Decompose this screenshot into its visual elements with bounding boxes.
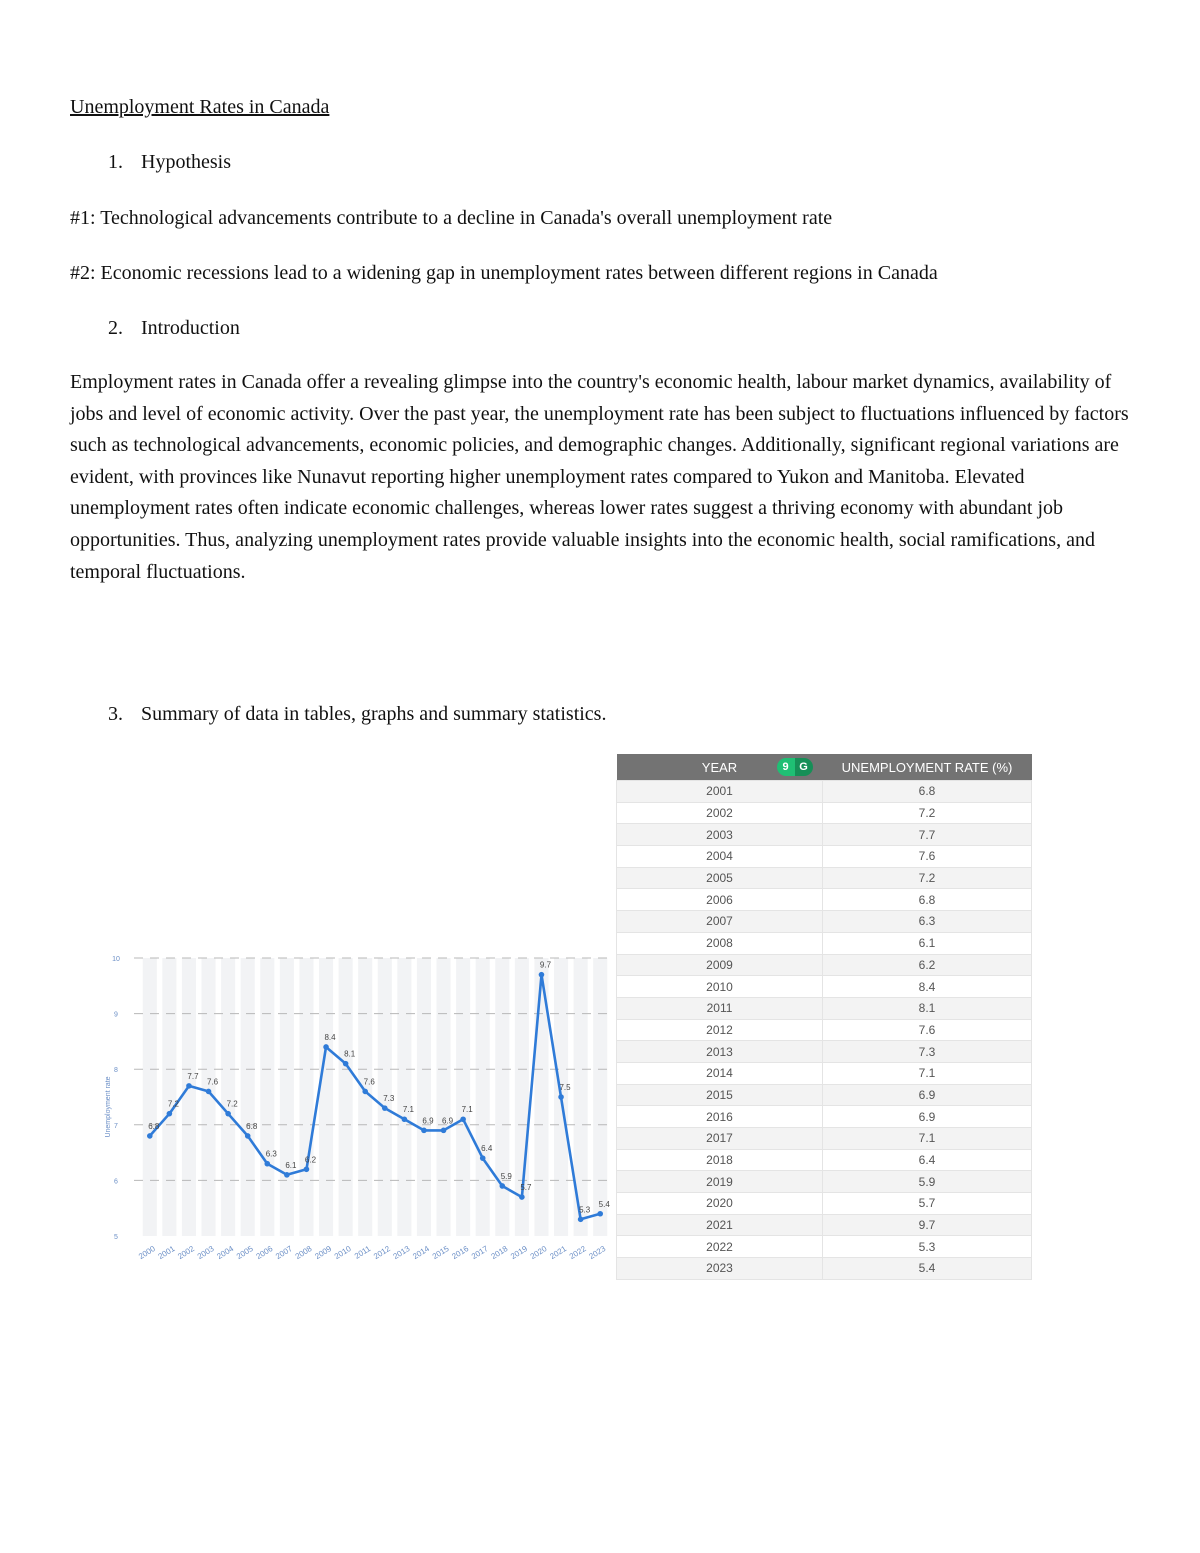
cell-rate: 6.9 [823, 1084, 1032, 1106]
chart-column-band [280, 958, 294, 1236]
chart-column-band [260, 958, 274, 1236]
data-label: 6.4 [481, 1144, 493, 1154]
chart-column-band [241, 958, 255, 1236]
data-point [421, 1128, 427, 1134]
cell-year: 2017 [617, 1128, 823, 1150]
data-label: 6.9 [422, 1116, 434, 1126]
data-label: 7.7 [187, 1071, 199, 1081]
data-label: 7.1 [461, 1105, 473, 1115]
data-label: 6.8 [148, 1121, 160, 1131]
table-row [617, 1106, 1032, 1128]
chart-column-band [417, 958, 431, 1236]
y-tick-label: 9 [114, 1011, 118, 1019]
data-point [480, 1155, 486, 1161]
cell-year: 2009 [617, 954, 823, 976]
data-point [499, 1183, 505, 1189]
data-point [323, 1044, 329, 1050]
data-point [539, 972, 545, 978]
table-row [617, 846, 1032, 868]
x-tick-label: 2023 [587, 1244, 608, 1262]
cell-rate: 7.1 [823, 1062, 1032, 1084]
table-row [617, 1128, 1032, 1150]
cell-year: 2015 [617, 1084, 823, 1106]
data-label: 5.3 [579, 1205, 591, 1215]
data-point [578, 1217, 584, 1223]
cell-rate: 6.1 [823, 932, 1032, 954]
chart-column-band [221, 958, 235, 1236]
extension-badges[interactable] [777, 758, 813, 776]
cell-rate: 7.6 [823, 846, 1032, 868]
table-header-row [617, 754, 1032, 781]
data-point [284, 1172, 290, 1178]
data-label: 7.2 [167, 1099, 179, 1109]
data-label: 6.2 [304, 1155, 317, 1165]
data-point [362, 1089, 368, 1095]
data-point [186, 1083, 192, 1089]
x-tick-label: 2007 [274, 1244, 294, 1262]
hypothesis-2: #2: Economic recessions lead to a widening gap in unemployment rates between different regions in Canada [70, 262, 938, 284]
table-row [617, 1041, 1032, 1063]
cell-rate: 6.8 [823, 889, 1032, 911]
chart-column-band [436, 958, 450, 1236]
data-label: 5.7 [520, 1183, 532, 1193]
cell-year: 2008 [617, 932, 823, 954]
data-point [460, 1116, 466, 1122]
cell-year: 2013 [617, 1041, 823, 1063]
chart-column-band [339, 958, 353, 1236]
chart-column-band [456, 958, 470, 1236]
location-pin-icon[interactable]: 9 [777, 758, 795, 776]
series-line [150, 975, 600, 1220]
chart-column-band [182, 958, 196, 1236]
cell-rate: 5.3 [823, 1236, 1032, 1258]
data-point [147, 1133, 153, 1139]
x-tick-label: 2002 [176, 1244, 197, 1262]
table-row [617, 911, 1032, 933]
data-label: 6.8 [246, 1121, 258, 1131]
x-tick-label: 2015 [430, 1244, 451, 1262]
table-row [617, 932, 1032, 954]
x-tick-label: 2005 [234, 1244, 255, 1262]
y-tick-label: 10 [112, 956, 120, 963]
cell-rate: 6.3 [823, 911, 1032, 933]
x-tick-label: 2020 [528, 1244, 549, 1262]
x-tick-label: 2017 [469, 1244, 490, 1262]
cell-rate: 6.4 [823, 1149, 1032, 1171]
table-row [617, 1214, 1032, 1236]
data-label: 5.4 [598, 1199, 610, 1209]
table-row [617, 954, 1032, 976]
cell-rate: 7.6 [823, 1019, 1032, 1041]
cell-year: 2020 [617, 1193, 823, 1215]
cell-year: 2014 [617, 1062, 823, 1084]
x-tick-label: 2011 [352, 1244, 373, 1261]
data-label: 7.6 [206, 1077, 219, 1087]
x-tick-label: 2010 [332, 1244, 353, 1262]
cell-rate: 6.9 [823, 1106, 1032, 1128]
chart-column-band [299, 958, 313, 1236]
cell-year: 2002 [617, 802, 823, 824]
table-row [617, 1258, 1032, 1280]
cell-rate: 7.1 [823, 1128, 1032, 1150]
chart-svg [100, 948, 620, 1288]
cell-year: 2011 [617, 997, 823, 1019]
x-tick-label: 2006 [254, 1244, 275, 1262]
header-unemployment-rate: UNEMPLOYMENT RATE (%) [823, 754, 1032, 781]
cell-rate: 5.7 [823, 1193, 1032, 1215]
data-label: 5.9 [500, 1171, 512, 1181]
data-point [304, 1166, 310, 1172]
x-tick-label: 2019 [509, 1244, 529, 1262]
cell-rate: 7.7 [823, 824, 1032, 846]
data-point [264, 1161, 270, 1167]
grammarly-icon[interactable]: G [795, 758, 813, 776]
cell-year: 2004 [617, 846, 823, 868]
data-label: 8.4 [324, 1032, 336, 1042]
chart-column-band [397, 958, 411, 1236]
table-row [617, 1149, 1032, 1171]
x-tick-label: 2013 [391, 1244, 412, 1262]
cell-rate: 5.9 [823, 1171, 1032, 1193]
table-row [617, 824, 1032, 846]
section-heading-introduction: 2. Introduction [108, 317, 240, 339]
data-point [402, 1116, 408, 1122]
cell-year: 2016 [617, 1106, 823, 1128]
unemployment-table [616, 754, 1032, 1280]
table-row [617, 997, 1032, 1019]
data-label: 7.1 [402, 1105, 414, 1115]
cell-rate: 6.2 [823, 954, 1032, 976]
chart-column-band [593, 958, 607, 1236]
data-point [343, 1061, 349, 1067]
cell-rate: 5.4 [823, 1258, 1032, 1280]
chart-column-band [476, 958, 490, 1236]
table-row [617, 1019, 1032, 1041]
y-axis-label: Unemployment rate [105, 1076, 112, 1138]
data-label: 7.2 [226, 1099, 238, 1109]
cell-year: 2005 [617, 867, 823, 889]
x-tick-label: 2014 [411, 1244, 432, 1262]
x-tick-label: 2001 [156, 1244, 177, 1262]
data-label: 6.1 [285, 1160, 297, 1170]
table-row [617, 867, 1032, 889]
header-year: YEAR 9 G [617, 754, 823, 781]
document-title: Unemployment Rates in Canada [70, 96, 330, 118]
x-tick-label: 2018 [489, 1244, 510, 1262]
data-point [441, 1128, 447, 1134]
cell-rate: 7.2 [823, 867, 1032, 889]
x-tick-label: 2004 [215, 1244, 236, 1262]
introduction-paragraph: Employment rates in Canada offer a revealing glimpse into the country's economic health, labour market dynamics, availability of jobs and level of economic activity. Over the past year, the unemployment rate has been subject to fluctuations influenced by factors such as technological advancements, economic policies, and demographic changes. Additionally, significant regional variations are evident, with provinces like Nunavut reporting higher unemployment rates compared to Yukon and Manitoba. Elevated unemployment rates often indicate economic challenges, whereas lower rates suggest a thriving economy with abundant job opportunities. Thus, analyzing unemployment rates provide valuable insights into the economic health, social ramifications, and temporal fluctuations. [70, 371, 1129, 583]
hypothesis-1: #1: Technological advancements contribute to a decline in Canada's overall unemployment rate [70, 207, 833, 229]
cell-year: 2006 [617, 889, 823, 911]
cell-rate: 9.7 [823, 1214, 1032, 1236]
section-heading-summary: 3. Summary of data in tables, graphs and summary statistics. [108, 703, 607, 725]
cell-year: 2001 [617, 781, 823, 803]
x-tick-label: 2000 [136, 1244, 157, 1262]
x-tick-label: 2003 [195, 1244, 216, 1262]
cell-year: 2022 [617, 1236, 823, 1258]
cell-rate: 7.2 [823, 802, 1032, 824]
cell-year: 2019 [617, 1171, 823, 1193]
data-point [225, 1111, 231, 1117]
cell-rate: 7.3 [823, 1041, 1032, 1063]
data-point [558, 1094, 564, 1100]
table-row [617, 1062, 1032, 1084]
data-label: 7.5 [559, 1083, 571, 1092]
data-point [206, 1089, 212, 1095]
cell-year: 2021 [617, 1214, 823, 1236]
chart-column-band [162, 958, 176, 1236]
cell-year: 2012 [617, 1019, 823, 1041]
cell-rate: 6.8 [823, 781, 1032, 803]
data-label: 8.1 [344, 1049, 356, 1059]
chart-column-band [319, 958, 333, 1236]
cell-rate: 8.1 [823, 997, 1032, 1019]
table-row [617, 889, 1032, 911]
table-row [617, 1193, 1032, 1215]
data-label: 7.3 [383, 1094, 395, 1104]
cell-year: 2003 [617, 824, 823, 846]
x-tick-label: 2008 [293, 1244, 314, 1262]
data-label: 7.6 [363, 1077, 375, 1087]
table-row [617, 781, 1032, 803]
y-tick-label: 8 [114, 1067, 118, 1075]
chart-column-band [143, 958, 157, 1236]
table-row [617, 1236, 1032, 1258]
cell-year: 2018 [617, 1149, 823, 1171]
y-tick-label: 5 [114, 1234, 118, 1241]
x-tick-label: 2009 [313, 1244, 334, 1262]
data-label: 6.9 [441, 1116, 454, 1126]
cell-rate: 8.4 [823, 976, 1032, 998]
x-tick-label: 2016 [450, 1244, 471, 1262]
x-tick-label: 2012 [371, 1244, 392, 1262]
data-point [597, 1211, 603, 1217]
table-row [617, 976, 1032, 998]
x-tick-label: 2022 [567, 1244, 588, 1262]
data-point [382, 1105, 388, 1111]
data-point [167, 1111, 173, 1117]
y-tick-label: 6 [114, 1178, 118, 1186]
unemployment-line-chart [100, 948, 620, 1288]
data-label: 9.7 [539, 960, 552, 970]
data-label: 6.3 [265, 1149, 277, 1159]
cell-year: 2010 [617, 976, 823, 998]
x-tick-label: 2021 [548, 1244, 569, 1262]
section-heading-hypothesis: 1. Hypothesis [108, 151, 231, 173]
table-row [617, 1171, 1032, 1193]
chart-column-band [495, 958, 509, 1236]
y-tick-label: 7 [114, 1122, 118, 1130]
cell-year: 2023 [617, 1258, 823, 1280]
table-row [617, 802, 1032, 824]
data-point [245, 1133, 251, 1139]
data-point [519, 1194, 525, 1200]
cell-year: 2007 [617, 911, 823, 933]
table-row [617, 1084, 1032, 1106]
